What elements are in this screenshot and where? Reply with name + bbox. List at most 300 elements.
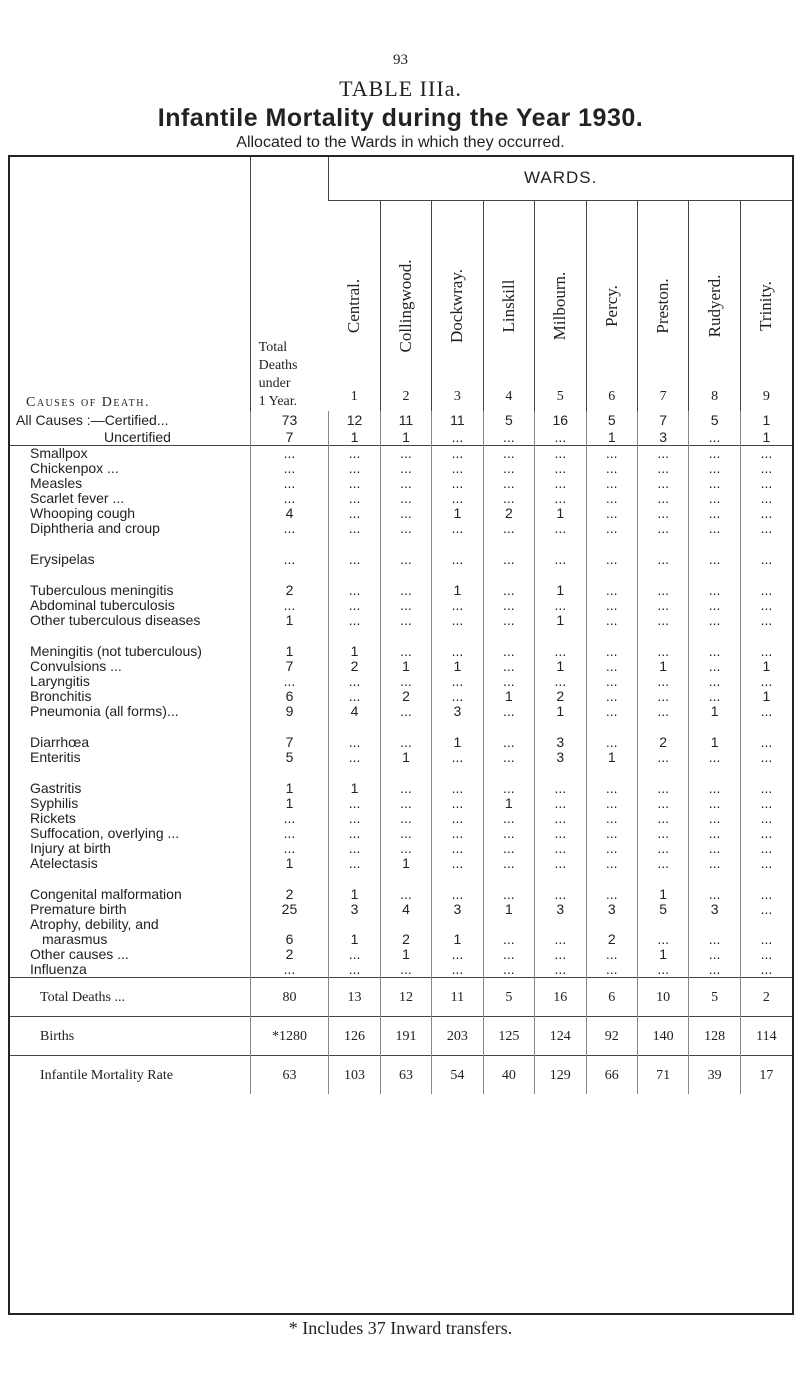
ward-cell: ... <box>380 506 431 521</box>
ward-cell: ... <box>637 446 688 462</box>
ward-number: 1 <box>350 389 358 404</box>
ward-cell: 54 <box>432 1056 483 1095</box>
ward-cell: ... <box>380 781 431 796</box>
ward-cell: ... <box>432 446 483 462</box>
ward-cell: ... <box>586 781 637 796</box>
ward-cell: 5 <box>689 411 740 428</box>
ward-cell <box>329 917 380 932</box>
summary-label: Births <box>8 1017 250 1056</box>
ward-cell: ... <box>637 491 688 506</box>
ward-cell: ... <box>432 947 483 962</box>
ward-cell: ... <box>329 583 380 598</box>
total-cell: 1 <box>250 613 329 628</box>
ward-cell: ... <box>535 461 586 476</box>
ward-number: 2 <box>402 389 410 404</box>
ward-cell: 126 <box>329 1017 380 1056</box>
ward-cell: 11 <box>432 411 483 428</box>
ward-cell: ... <box>483 704 534 719</box>
cause-label: Syphilis <box>30 795 79 811</box>
total-cell: 1 <box>250 781 329 796</box>
ward-name: Dockwray. <box>447 269 467 343</box>
ward-cell: 1 <box>740 411 792 428</box>
ward-header-6 <box>586 201 637 412</box>
ward-cell: 203 <box>432 1017 483 1056</box>
ward-cell <box>380 917 431 932</box>
ward-cell: ... <box>740 887 792 902</box>
ward-cell: ... <box>740 856 792 871</box>
ward-cell: ... <box>535 552 586 567</box>
cause-label: Smallpox <box>8 446 250 462</box>
ward-cell: ... <box>637 811 688 826</box>
ward-cell: 1 <box>689 735 740 750</box>
ward-cell: ... <box>586 826 637 841</box>
ward-cell: 10 <box>637 978 688 1017</box>
ward-number: 6 <box>608 389 616 404</box>
ward-cell: 5 <box>586 411 637 428</box>
ward-cell: ... <box>483 826 534 841</box>
table-row <box>8 947 792 962</box>
footnote: * Includes 37 Inward transfers. <box>288 1318 513 1338</box>
ward-cell: 2 <box>329 659 380 674</box>
ward-cell: 3 <box>329 902 380 917</box>
ward-cell: ... <box>432 826 483 841</box>
table-row <box>8 491 792 506</box>
total-cell: 5 <box>250 750 329 765</box>
ward-cell: ... <box>740 521 792 536</box>
cause-label: Injury at birth <box>30 840 111 856</box>
cause-label: Atelectasis <box>30 855 98 871</box>
ward-cell: ... <box>586 552 637 567</box>
spacer-row <box>8 719 792 735</box>
cause-label: Tuberculous meningitis <box>30 582 174 598</box>
cause-label: Diphtheria and croup <box>30 520 160 536</box>
ward-cell: ... <box>586 962 637 978</box>
ward-cell: ... <box>329 856 380 871</box>
ward-cell: ... <box>483 644 534 659</box>
ward-cell: ... <box>329 521 380 536</box>
ward-cell: ... <box>689 428 740 446</box>
ward-cell: 1 <box>535 583 586 598</box>
ward-cell: 5 <box>483 411 534 428</box>
cause-label: Other tuberculous diseases <box>30 612 201 628</box>
ward-header-9 <box>740 201 792 412</box>
total-cell: ... <box>250 674 329 689</box>
total-cell: ... <box>250 962 329 978</box>
ward-cell: 103 <box>329 1056 380 1095</box>
table-row <box>8 902 792 917</box>
total-cell: 2 <box>250 887 329 902</box>
ward-cell: ... <box>535 932 586 947</box>
ward-cell: ... <box>740 902 792 917</box>
ward-cell: ... <box>483 552 534 567</box>
ward-cell: ... <box>535 644 586 659</box>
ward-cell: ... <box>637 689 688 704</box>
ward-number: 5 <box>556 389 564 404</box>
ward-cell: ... <box>380 491 431 506</box>
ward-cell: 3 <box>637 428 688 446</box>
ward-cell: ... <box>586 796 637 811</box>
ward-cell: 114 <box>740 1017 792 1056</box>
ward-cell: ... <box>483 583 534 598</box>
ward-cell: ... <box>483 446 534 462</box>
cause-label: Other causes ... <box>30 946 129 962</box>
ward-number: 9 <box>762 389 770 404</box>
cause-label: Erysipelas <box>30 551 95 567</box>
page-subtitle: Allocated to the Wards in which they occurred. <box>236 134 565 151</box>
ward-cell: 3 <box>432 704 483 719</box>
ward-cell: ... <box>380 962 431 978</box>
ward-cell: 3 <box>689 902 740 917</box>
ward-cell: 63 <box>380 1056 431 1095</box>
total-cell: 73 <box>250 411 329 428</box>
ward-cell: 13 <box>329 978 380 1017</box>
ward-cell: ... <box>329 826 380 841</box>
ward-cell: 92 <box>586 1017 637 1056</box>
ward-cell: 1 <box>483 902 534 917</box>
ward-cell: 1 <box>740 689 792 704</box>
total-cell: 7 <box>250 735 329 750</box>
table-row <box>8 644 792 659</box>
total-cell: ... <box>250 476 329 491</box>
total-cell: 6 <box>250 689 329 704</box>
ward-cell: 128 <box>689 1017 740 1056</box>
ward-cell: 1 <box>689 704 740 719</box>
ward-cell: ... <box>483 659 534 674</box>
ward-cell: ... <box>586 598 637 613</box>
ward-cell: ... <box>329 689 380 704</box>
ward-cell: 1 <box>380 750 431 765</box>
ward-cell: ... <box>637 461 688 476</box>
ward-header-2 <box>380 201 431 412</box>
ward-cell: ... <box>483 674 534 689</box>
ward-cell: 1 <box>483 689 534 704</box>
ward-header-7 <box>637 201 688 412</box>
ward-cell: ... <box>432 962 483 978</box>
ward-cell: ... <box>380 446 431 462</box>
total-cell: ... <box>250 598 329 613</box>
ward-cell: ... <box>689 598 740 613</box>
ward-cell <box>483 917 534 932</box>
table-row <box>8 659 792 674</box>
ward-cell: ... <box>329 750 380 765</box>
ward-cell <box>740 917 792 932</box>
total-cell: 9 <box>250 704 329 719</box>
ward-cell: 1 <box>586 750 637 765</box>
ward-cell <box>586 917 637 932</box>
ward-cell: ... <box>586 446 637 462</box>
total-cell: 2 <box>250 947 329 962</box>
cause-label: Measles <box>30 475 83 491</box>
ward-cell: 1 <box>535 704 586 719</box>
ward-cell: 191 <box>380 1017 431 1056</box>
ward-cell: ... <box>689 841 740 856</box>
cause-label: Rickets <box>30 810 76 826</box>
ward-cell: ... <box>380 644 431 659</box>
ward-cell: ... <box>483 598 534 613</box>
table-row <box>8 704 792 719</box>
ward-cell: ... <box>586 476 637 491</box>
total-cell: 80 <box>250 978 329 1017</box>
ward-cell: ... <box>483 962 534 978</box>
causes-header: Causes of Death. <box>26 395 150 410</box>
ward-header-3 <box>432 201 483 412</box>
total-cell: 1 <box>250 856 329 871</box>
ward-cell: ... <box>432 476 483 491</box>
ward-cell: ... <box>689 461 740 476</box>
ward-cell: ... <box>380 461 431 476</box>
ward-header-4 <box>483 201 534 412</box>
ward-cell: ... <box>329 811 380 826</box>
table-row <box>8 781 792 796</box>
ward-cell: ... <box>740 613 792 628</box>
ward-cell: 1 <box>535 506 586 521</box>
table-row <box>8 962 792 978</box>
ward-cell: ... <box>586 841 637 856</box>
ward-cell: ... <box>329 552 380 567</box>
ward-cell: ... <box>380 841 431 856</box>
cause-label: Laryngitis <box>30 673 90 689</box>
ward-cell: ... <box>535 811 586 826</box>
ward-number: 7 <box>659 389 667 404</box>
ward-cell: ... <box>740 826 792 841</box>
cause-label: Premature birth <box>30 901 127 917</box>
ward-cell: ... <box>689 659 740 674</box>
ward-number: 3 <box>453 389 461 404</box>
ward-cell: ... <box>432 521 483 536</box>
ward-cell: ... <box>740 811 792 826</box>
cause-label: Convulsions ... <box>30 658 122 674</box>
ward-cell: ... <box>483 947 534 962</box>
ward-cell: ... <box>380 811 431 826</box>
ward-cell: ... <box>689 887 740 902</box>
summary-row-total-deaths <box>8 978 792 1017</box>
ward-cell <box>637 917 688 932</box>
ward-cell: 1 <box>329 644 380 659</box>
ward-cell: ... <box>586 506 637 521</box>
ward-cell: ... <box>586 704 637 719</box>
ward-cell: ... <box>637 476 688 491</box>
ward-cell: ... <box>432 781 483 796</box>
ward-cell: ... <box>637 856 688 871</box>
table-row <box>8 674 792 689</box>
ward-cell: ... <box>637 781 688 796</box>
ward-name: Linskill <box>498 279 518 333</box>
table-row <box>8 598 792 613</box>
summary-label: Total Deaths ... <box>8 978 250 1017</box>
ward-cell: ... <box>432 461 483 476</box>
ward-cell: ... <box>586 856 637 871</box>
ward-cell: ... <box>535 491 586 506</box>
ward-cell: 1 <box>432 583 483 598</box>
ward-name: Central. <box>344 278 364 334</box>
ward-cell: ... <box>586 644 637 659</box>
ward-cell: ... <box>535 826 586 841</box>
ward-cell: 6 <box>586 978 637 1017</box>
cause-label: Enteritis <box>30 749 81 765</box>
ward-cell: ... <box>535 521 586 536</box>
ward-cell: 3 <box>432 902 483 917</box>
ward-cell: ... <box>637 704 688 719</box>
ward-cell: ... <box>535 796 586 811</box>
ward-cell: ... <box>637 796 688 811</box>
table-row <box>8 428 792 446</box>
total-cell: *1280 <box>250 1017 329 1056</box>
table-row <box>8 735 792 750</box>
total-cell: ... <box>250 461 329 476</box>
cause-label: Bronchitis <box>30 688 92 704</box>
ward-cell: ... <box>637 962 688 978</box>
ward-cell: 2 <box>637 735 688 750</box>
ward-cell: 140 <box>637 1017 688 1056</box>
ward-cell: 1 <box>432 735 483 750</box>
ward-cell: ... <box>432 674 483 689</box>
ward-cell: ... <box>432 598 483 613</box>
ward-cell: ... <box>740 674 792 689</box>
cause-label: Pneumonia (all forms)... <box>30 703 179 719</box>
ward-cell: ... <box>740 644 792 659</box>
total-header: Total Deaths under 1 Year. <box>250 155 329 411</box>
ward-cell: ... <box>329 461 380 476</box>
ward-cell: ... <box>689 826 740 841</box>
table-row <box>8 750 792 765</box>
cause-label: Influenza <box>30 961 87 977</box>
ward-cell: ... <box>689 446 740 462</box>
table-row <box>8 917 792 932</box>
ward-cell: ... <box>586 583 637 598</box>
ward-cell: 1 <box>329 887 380 902</box>
ward-cell: ... <box>586 521 637 536</box>
total-cell: 63 <box>250 1056 329 1095</box>
cause-label: Chickenpox ... <box>30 460 119 476</box>
ward-cell: 1 <box>740 428 792 446</box>
ward-cell: 129 <box>535 1056 586 1095</box>
ward-cell: 12 <box>329 411 380 428</box>
ward-cell: ... <box>535 781 586 796</box>
ward-cell: ... <box>329 491 380 506</box>
ward-cell: ... <box>740 796 792 811</box>
ward-cell: ... <box>689 750 740 765</box>
ward-cell: 5 <box>637 902 688 917</box>
ward-cell: ... <box>586 674 637 689</box>
ward-cell: ... <box>637 506 688 521</box>
ward-cell: ... <box>637 674 688 689</box>
total-cell: ... <box>250 811 329 826</box>
ward-cell: ... <box>380 826 431 841</box>
ward-cell: ... <box>483 476 534 491</box>
ward-cell: ... <box>380 704 431 719</box>
ward-cell: ... <box>689 613 740 628</box>
table-row <box>8 521 792 536</box>
ward-cell: ... <box>740 841 792 856</box>
ward-cell: ... <box>483 735 534 750</box>
ward-header-8 <box>689 201 740 412</box>
ward-cell: ... <box>483 932 534 947</box>
ward-cell: ... <box>380 613 431 628</box>
ward-cell: ... <box>329 598 380 613</box>
ward-cell: ... <box>483 428 534 446</box>
ward-cell: ... <box>535 962 586 978</box>
ward-cell: ... <box>637 552 688 567</box>
ward-cell: ... <box>432 887 483 902</box>
ward-cell: 39 <box>689 1056 740 1095</box>
cause-label: Diarrhœa <box>30 734 90 750</box>
ward-cell: ... <box>483 781 534 796</box>
ward-cell: ... <box>380 552 431 567</box>
cause-label: Congenital malformation <box>30 886 182 902</box>
table-row <box>8 887 792 902</box>
ward-cell: 1 <box>432 932 483 947</box>
ward-cell <box>432 917 483 932</box>
cause-label: Atrophy, debility, and <box>30 916 159 932</box>
ward-cell: 1 <box>586 428 637 446</box>
ward-cell: ... <box>380 476 431 491</box>
ward-cell: 2 <box>535 689 586 704</box>
ward-cell: 1 <box>637 887 688 902</box>
ward-cell: 71 <box>637 1056 688 1095</box>
table-row <box>8 811 792 826</box>
ward-number: 8 <box>711 389 719 404</box>
ward-cell: 124 <box>535 1017 586 1056</box>
total-cell: ... <box>250 521 329 536</box>
ward-cell: ... <box>689 947 740 962</box>
ward-cell: 1 <box>380 659 431 674</box>
ward-cell: 1 <box>637 659 688 674</box>
ward-cell: 7 <box>637 411 688 428</box>
ward-cell: 40 <box>483 1056 534 1095</box>
ward-cell: ... <box>740 947 792 962</box>
total-cell: ... <box>250 552 329 567</box>
ward-cell: ... <box>535 674 586 689</box>
ward-cell: 2 <box>586 932 637 947</box>
cause-label: Suffocation, overlying ... <box>30 825 180 841</box>
table-row <box>8 856 792 871</box>
ward-cell: 1 <box>637 947 688 962</box>
ward-cell: ... <box>329 735 380 750</box>
ward-cell: ... <box>740 552 792 567</box>
cause-label: All Causes :—Certified... <box>16 412 169 428</box>
ward-cell: ... <box>740 506 792 521</box>
ward-cell: ... <box>535 947 586 962</box>
page-number: 93 <box>393 52 408 68</box>
table-row <box>8 796 792 811</box>
ward-cell: ... <box>483 887 534 902</box>
ward-cell: ... <box>689 796 740 811</box>
ward-cell: ... <box>689 506 740 521</box>
cause-label: Abdominal tuberculosis <box>30 597 175 613</box>
ward-cell: ... <box>329 446 380 462</box>
ward-cell: ... <box>689 781 740 796</box>
ward-cell: 125 <box>483 1017 534 1056</box>
ward-cell: ... <box>432 689 483 704</box>
ward-cell: ... <box>689 962 740 978</box>
page-title: Infantile Mortality during the Year 1930. <box>157 104 644 132</box>
ward-name: Trinity. <box>756 281 776 331</box>
total-cell: 1 <box>250 644 329 659</box>
ward-cell: ... <box>483 491 534 506</box>
ward-cell: ... <box>432 811 483 826</box>
ward-cell: 3 <box>535 750 586 765</box>
ward-cell: 5 <box>689 978 740 1017</box>
ward-cell: 4 <box>380 902 431 917</box>
ward-cell: ... <box>637 932 688 947</box>
total-cell: 7 <box>250 659 329 674</box>
ward-cell: ... <box>380 521 431 536</box>
ward-cell: 2 <box>380 932 431 947</box>
ward-cell: ... <box>689 491 740 506</box>
total-cell: 7 <box>250 428 329 446</box>
table-row <box>8 613 792 628</box>
ward-cell: ... <box>535 856 586 871</box>
